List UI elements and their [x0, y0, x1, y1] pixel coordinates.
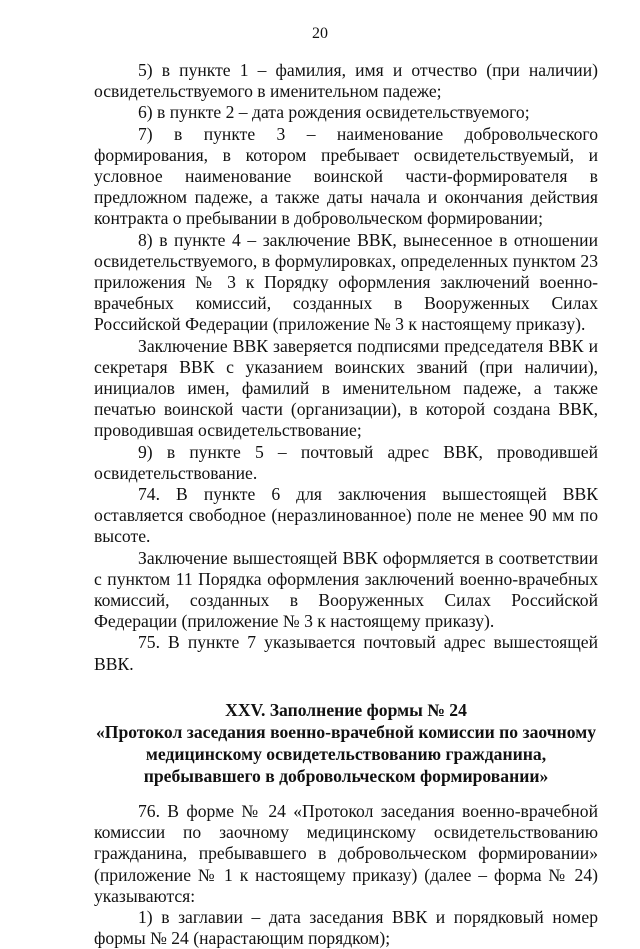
section-heading-line-3: медицинскому освидетельствованию гражданина, — [145, 743, 547, 764]
paragraph-item-9: 9) в пункте 5 – почтовый адрес ВВК, проводившей освидетельствование. — [94, 441, 598, 483]
paragraph-74: 74. В пункте 6 для заключения вышестоящей ВВК оставляется свободное (неразлинованное) поле не менее 90 мм по высоте. — [94, 484, 598, 547]
section-heading-line-4: пребывавшего в добровольческом формировании» — [143, 765, 549, 786]
paragraph-item-6: 6) в пункте 2 – дата рождения освидетельствуемого; — [138, 102, 530, 123]
section-heading-line-1: XXV. Заполнение формы № 24 — [225, 699, 467, 720]
paragraph-higher-vvk-conclusion: Заключение вышестоящей ВВК оформляется в соответствии с пунктом 11 Порядка оформления заключений военно-врачебных комиссий, созданных в Вооруженных Силах Российской Федерации (приложение № 3 к настоящему приказу). — [94, 547, 598, 632]
section-heading — [94, 699, 598, 787]
paragraph-item-5: 5) в пункте 1 – фамилия, имя и отчество (при наличии) освидетельствуемого в именительном падеже; — [94, 60, 598, 102]
paragraph-75: 75. В пункте 7 указывается почтовый адрес вышестоящей ВВК. — [94, 632, 598, 674]
paragraph-item-7: 7) в пункте 3 – наименование добровольческого формирования, в котором пребывает освидетельствуемый, и условное наименование воинской части-формирователя в предложном падеже, а также даты начала и окончания действия контракта о пребывании в добровольческом формировании; — [94, 123, 598, 229]
section-heading-line-2: «Протокол заседания военно-врачебной комиссии по заочному — [95, 721, 597, 742]
paragraph-76: 76. В форме № 24 «Протокол заседания военно-врачебной комиссии по заочному медицинскому освидетельствованию гражданина, пребывавшего в добровольческом формировании» (приложение № 1 к настоящему приказу) (далее – форма № 24) указываются: — [94, 800, 598, 906]
document-body — [94, 60, 598, 949]
page-number: 20 — [312, 25, 328, 42]
paragraph-76-item-1: 1) в заглавии – дата заседания ВВК и порядковый номер формы № 24 (нарастающим порядком); — [94, 906, 598, 949]
paragraph-item-8: 8) в пункте 4 – заключение ВВК, вынесенное в отношении освидетельствуемого, в формулировках, определенных пунктом 23 приложения № 3 к Порядку оформления заключений военно-врачебных комиссий, созданных в Вооруженных Силах Российской Федерации (приложение № 3 к настоящему приказу). — [94, 229, 598, 335]
paragraph-vvk-certification: Заключение ВВК заверяется подписями председателя ВВК и секретаря ВВК с указанием воинских званий (при наличии), инициалов имен, фамилий в именительном падеже, а также печатью воинской части (организации), в которой создана ВВК, проводившая освидетельствование; — [94, 335, 598, 441]
